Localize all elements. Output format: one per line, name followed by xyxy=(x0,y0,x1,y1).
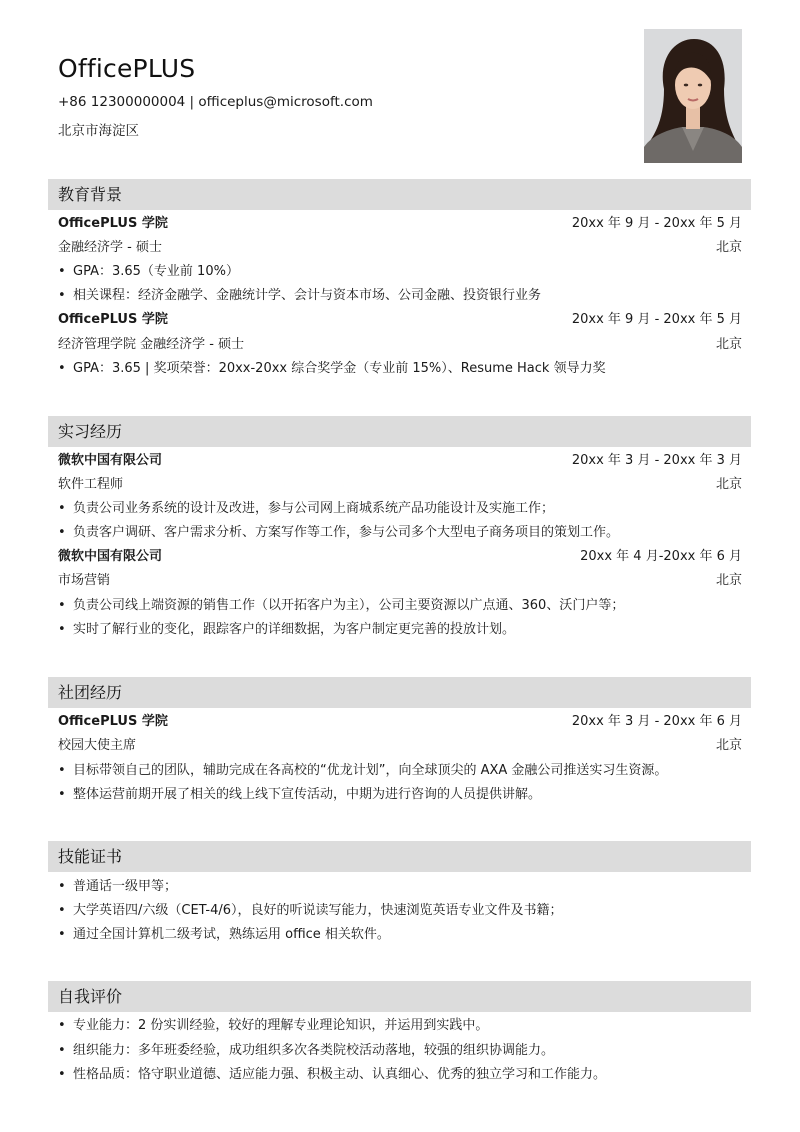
date-range: 20xx 年 3 月 - 20xx 年 6 月 xyxy=(571,714,742,729)
organization-name: OfficePLUS 学院 xyxy=(58,312,168,327)
location: 北京 xyxy=(715,240,742,255)
list-item xyxy=(58,876,748,898)
bullet-icon: • xyxy=(58,525,66,540)
bullet-icon: • xyxy=(58,927,66,942)
list-item-text: 相关课程：经济金融学、金融统计学、会计与资本市场、公司金融、投资银行业务 xyxy=(73,288,542,303)
list-item xyxy=(58,900,748,922)
date-range: 20xx 年 9 月 - 20xx 年 5 月 xyxy=(571,216,742,231)
list-item-text: 整体运营前期开展了相关的线上线下宣传活动，中期为进行咨询的人员提供讲解。 xyxy=(73,787,542,802)
role-title: 软件工程师 xyxy=(58,477,124,492)
bullet-icon: • xyxy=(58,288,66,303)
list-item xyxy=(58,619,748,641)
section-header-education: 教育背景 xyxy=(48,179,751,210)
list-item-text: 专业能力：2 份实训经验，较好的理解专业理论知识，并运用到实践中。 xyxy=(73,1018,489,1033)
list-item xyxy=(58,358,748,380)
list-item xyxy=(58,261,748,283)
candidate-name: OfficePLUS xyxy=(58,54,196,83)
organization-name: OfficePLUS 学院 xyxy=(58,216,168,231)
bullet-icon: • xyxy=(58,361,66,376)
bullet-icon: • xyxy=(58,879,66,894)
bullet-icon: • xyxy=(58,787,66,802)
list-item xyxy=(58,285,748,307)
role-title: 金融经济学 - 硕士 xyxy=(58,240,162,255)
list-item-text: 大学英语四/六级（CET-4/6），良好的听说读写能力，快速浏览英语专业文件及书籍； xyxy=(73,903,563,918)
role-title: 市场营销 xyxy=(58,573,111,588)
list-item-text: 目标带领自己的团队，辅助完成在各高校的“优龙计划”，向全球顶尖的 AXA 金融公司推送实习生资源。 xyxy=(73,763,668,778)
date-range: 20xx 年 3 月 - 20xx 年 3 月 xyxy=(571,453,742,468)
list-item xyxy=(58,1064,748,1086)
section-header-skills: 技能证书 xyxy=(48,841,751,872)
list-item-text: 通过全国计算机二级考试，熟练运用 office 相关软件。 xyxy=(73,927,390,942)
list-item-text: 组织能力：多年班委经验，成功组织多次各类院校活动落地，较强的组织协调能力。 xyxy=(73,1043,555,1058)
list-item xyxy=(58,595,748,617)
education-entry-1-heading xyxy=(58,213,742,235)
bullet-icon: • xyxy=(58,264,66,279)
list-item-text: GPA：3.65（专业前 10%） xyxy=(73,264,239,279)
list-item-text: 负责客户调研、客户需求分析、方案写作等工作，参与公司多个大型电子商务项目的策划工作。 xyxy=(73,525,620,540)
section-header-club: 社团经历 xyxy=(48,677,751,708)
bullet-icon: • xyxy=(58,598,66,613)
profile-photo xyxy=(644,29,742,163)
list-item xyxy=(58,522,748,544)
contact-line: +86 12300000004 | officeplus@microsoft.com xyxy=(58,94,373,110)
list-item xyxy=(58,760,748,782)
location: 北京 xyxy=(715,337,742,352)
internship-entry-1-subheading xyxy=(58,474,742,496)
internship-entry-1-heading xyxy=(58,450,742,472)
organization-name: 微软中国有限公司 xyxy=(58,453,163,468)
bullet-icon: • xyxy=(58,1043,66,1058)
role-title: 经济管理学院 金融经济学 - 硕士 xyxy=(58,337,245,352)
bullet-icon: • xyxy=(58,1018,66,1033)
organization-name: OfficePLUS 学院 xyxy=(58,714,168,729)
role-title: 校园大使主席 xyxy=(58,738,137,753)
location: 北京 xyxy=(715,573,742,588)
club-entry-1-subheading xyxy=(58,735,742,757)
address-line: 北京市海淀区 xyxy=(58,123,139,139)
list-item xyxy=(58,784,748,806)
bullet-icon: • xyxy=(58,903,66,918)
club-entry-1-heading xyxy=(58,711,742,733)
portrait-image xyxy=(644,29,742,163)
education-entry-2-heading xyxy=(58,309,742,331)
list-item xyxy=(58,1015,748,1037)
list-item-text: 实时了解行业的变化，跟踪客户的详细数据，为客户制定更完善的投放计划。 xyxy=(73,622,516,637)
education-entry-1-subheading xyxy=(58,237,742,259)
list-item-text: 性格品质：恪守职业道德、适应能力强、积极主动、认真细心、优秀的独立学习和工作能力。 xyxy=(73,1067,607,1082)
list-item-text: 负责公司线上端资源的销售工作（以开拓客户为主），公司主要资源以广点通、360、沃门户等； xyxy=(73,598,625,613)
organization-name: 微软中国有限公司 xyxy=(58,549,163,564)
location: 北京 xyxy=(715,477,742,492)
education-entry-2-subheading xyxy=(58,334,742,356)
date-range: 20xx 年 4 月-20xx 年 6 月 xyxy=(580,549,742,564)
list-item xyxy=(58,924,748,946)
section-header-self-evaluation: 自我评价 xyxy=(48,981,751,1012)
date-range: 20xx 年 9 月 - 20xx 年 5 月 xyxy=(571,312,742,327)
list-item xyxy=(58,1040,748,1062)
bullet-icon: • xyxy=(58,622,66,637)
bullet-icon: • xyxy=(58,1067,66,1082)
internship-entry-2-heading xyxy=(58,546,742,568)
list-item-text: GPA：3.65 | 奖项荣誉：20xx-20xx 综合奖学金（专业前 15%）、Resume Hack 领导力奖 xyxy=(73,361,606,376)
list-item-text: 普通话一级甲等； xyxy=(73,879,178,894)
location: 北京 xyxy=(715,738,742,753)
list-item-text: 负责公司业务系统的设计及改进，参与公司网上商城系统产品功能设计及实施工作； xyxy=(73,501,555,516)
internship-entry-2-subheading xyxy=(58,570,742,592)
list-item xyxy=(58,498,748,520)
bullet-icon: • xyxy=(58,501,66,516)
section-header-internship: 实习经历 xyxy=(48,416,751,447)
bullet-icon: • xyxy=(58,763,66,778)
